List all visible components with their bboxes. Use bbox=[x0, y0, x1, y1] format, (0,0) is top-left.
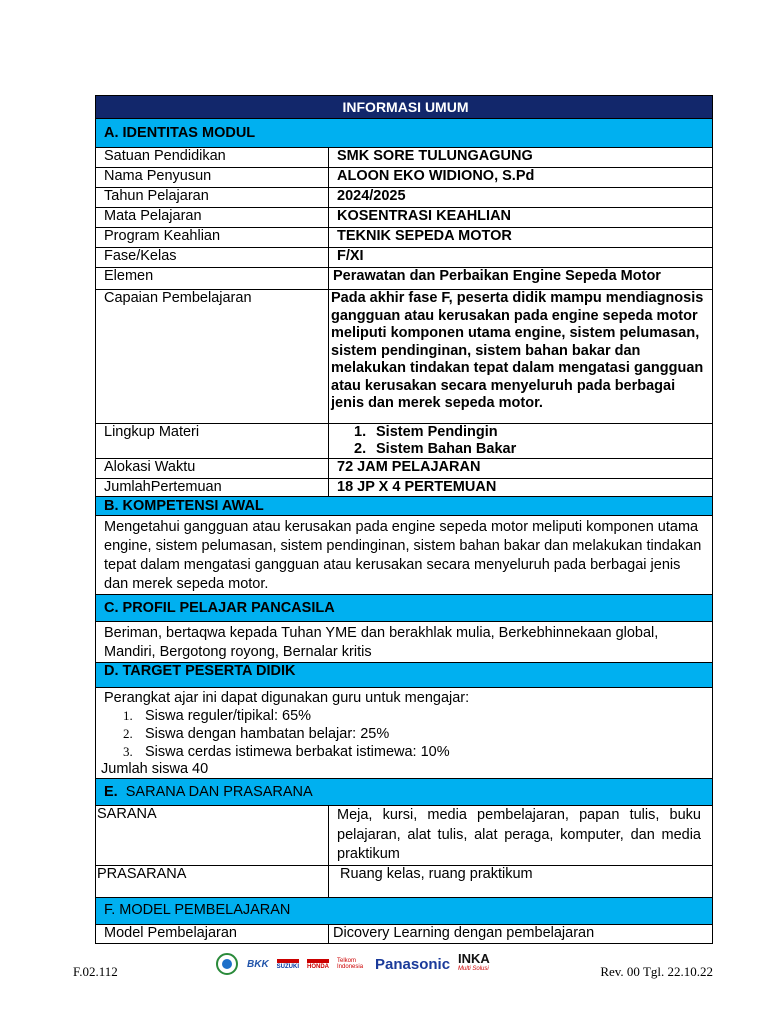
table-row bbox=[96, 168, 713, 188]
prasarana-value: Ruang kelas, ruang praktikum bbox=[329, 865, 713, 897]
model-value: Dicovery Learning dengan pembelajaran bbox=[329, 924, 713, 943]
table-row bbox=[96, 228, 713, 248]
list-item: 2. Sistem Bahan Bakar bbox=[354, 441, 517, 457]
revision-info: Rev. 00 Tgl. 22.10.22 bbox=[600, 964, 713, 979]
honda-logo: HONDA bbox=[307, 959, 329, 970]
lingkup-row bbox=[96, 424, 713, 459]
section-b-header bbox=[96, 497, 713, 516]
list-item: 2. Siswa dengan hambatan belajar: 25% bbox=[123, 726, 390, 742]
lingkup-value bbox=[329, 424, 713, 459]
section-c-title: C. PROFIL PELAJAR PANCASILA bbox=[96, 595, 713, 622]
target-peserta-cell bbox=[96, 688, 713, 779]
lingkup-label: Lingkup Materi bbox=[96, 424, 329, 459]
section-a-header bbox=[96, 119, 713, 148]
lingkup-list bbox=[337, 424, 707, 458]
alokasi-label: Alokasi Waktu bbox=[96, 459, 329, 479]
section-a-title: A. IDENTITAS MODUL bbox=[96, 119, 713, 148]
section-b-body bbox=[96, 516, 713, 595]
bkk-logo: BKK bbox=[247, 958, 269, 970]
table-row bbox=[96, 865, 713, 897]
section-c-body bbox=[96, 622, 713, 663]
row-value: SMK SORE TULUNGAGUNG bbox=[329, 148, 713, 168]
section-e-header bbox=[96, 779, 713, 806]
capaian-row bbox=[96, 290, 713, 424]
prasarana-label: PRASARANA bbox=[96, 865, 329, 897]
informasi-umum-table bbox=[95, 95, 713, 944]
target-total: Jumlah siswa 40 bbox=[101, 761, 209, 777]
table-row bbox=[96, 268, 713, 290]
row-label: Program Keahlian bbox=[96, 228, 329, 248]
row-value: TEKNIK SEPEDA MOTOR bbox=[329, 228, 713, 248]
row-value: KOSENTRASI KEAHLIAN bbox=[329, 208, 713, 228]
inka-logo: INKA Multi Solusi bbox=[458, 951, 490, 972]
row-label: Satuan Pendidikan bbox=[96, 148, 329, 168]
section-b-title: B. KOMPETENSI AWAL bbox=[96, 497, 713, 516]
section-e-title: E. SARANA DAN PRASARANA bbox=[96, 779, 713, 806]
section-d-body bbox=[96, 688, 713, 779]
capaian-value: Pada akhir fase F, peserta didik mampu mendiagnosis gangguan atau kerusakan pada engine sepeda motor meliputi komponen utama engine, sistem pelumasan, sistem pendinginan, sistem bahan bakar dan melakukan tindakan tepat dalam mengatasi gangguan atau kerusakan secara menyeluruh pada berbagai jenis dan merek sepeda motor. bbox=[329, 290, 713, 424]
section-c-header bbox=[96, 595, 713, 622]
row-value: 2024/2025 bbox=[329, 188, 713, 208]
telkom-logo: Telkom Indonesia bbox=[337, 958, 364, 970]
alokasi-value: 72 JAM PELAJARAN bbox=[329, 459, 713, 479]
list-item: 1. Siswa reguler/tipikal: 65% bbox=[123, 708, 312, 724]
model-label: Model Pembelajaran bbox=[96, 924, 329, 943]
school-emblem-icon bbox=[215, 952, 239, 976]
table-row bbox=[96, 924, 713, 943]
section-d-header bbox=[96, 663, 713, 688]
section-f-header bbox=[96, 897, 713, 924]
capaian-label: Capaian Pembelajaran bbox=[96, 290, 329, 424]
section-d-title: D. TARGET PESERTA DIDIK bbox=[96, 663, 713, 688]
row-label: Fase/Kelas bbox=[96, 248, 329, 268]
pertemuan-value: 18 JP X 4 PERTEMUAN bbox=[329, 479, 713, 497]
title-row bbox=[96, 96, 713, 119]
suzuki-logo: SUZUKI bbox=[277, 959, 299, 970]
panasonic-logo: Panasonic bbox=[375, 955, 451, 973]
target-list bbox=[101, 707, 707, 761]
list-item: 1. Sistem Pendingin bbox=[354, 424, 498, 440]
table-row bbox=[96, 208, 713, 228]
row-value: Perawatan dan Perbaikan Engine Sepeda Motor bbox=[329, 268, 713, 290]
sarana-value: Meja, kursi, media pembelajaran, papan tulis, buku pelajaran, alat tulis, alat peraga, komputer, dan media praktikum bbox=[329, 806, 713, 866]
list-item: 3. Siswa cerdas istimewa berbakat istimewa: 10% bbox=[123, 744, 450, 760]
row-value: ALOON EKO WIDIONO, S.Pd bbox=[329, 168, 713, 188]
row-label: Mata Pelajaran bbox=[96, 208, 329, 228]
kompetensi-awal-text: Mengetahui gangguan atau kerusakan pada engine sepeda motor meliputi komponen utama engine, sistem pelumasan, sistem pendinginan, sistem bahan bakar dan melakukan tindakan tepat dalam mengatasi gangguan atau kerusakan secara menyeluruh pada berbagai jenis dan merek sepeda motor. bbox=[96, 516, 713, 595]
table-row bbox=[96, 479, 713, 497]
target-intro: Perangkat ajar ini dapat digunakan guru untuk mengajar: bbox=[104, 690, 470, 706]
table-row bbox=[96, 148, 713, 168]
row-label: Nama Penyusun bbox=[96, 168, 329, 188]
table-row bbox=[96, 248, 713, 268]
sponsor-logos bbox=[215, 950, 535, 978]
row-label: Tahun Pelajaran bbox=[96, 188, 329, 208]
form-code: F.02.112 bbox=[73, 964, 118, 979]
table-row bbox=[96, 459, 713, 479]
row-value: F/XI bbox=[329, 248, 713, 268]
table-title: INFORMASI UMUM bbox=[96, 96, 713, 119]
pertemuan-label: JumlahPertemuan bbox=[96, 479, 329, 497]
section-f-title: F. MODEL PEMBELAJARAN bbox=[96, 897, 713, 924]
profil-pancasila-text: Beriman, bertaqwa kepada Tuhan YME dan berakhlak mulia, Berkebhinnekaan global, Mandiri, Bergotong royong, Bernalar kritis bbox=[96, 622, 713, 663]
table-row bbox=[96, 806, 713, 866]
sarana-label: SARANA bbox=[96, 806, 329, 866]
row-label: Elemen bbox=[96, 268, 329, 290]
table-row bbox=[96, 188, 713, 208]
